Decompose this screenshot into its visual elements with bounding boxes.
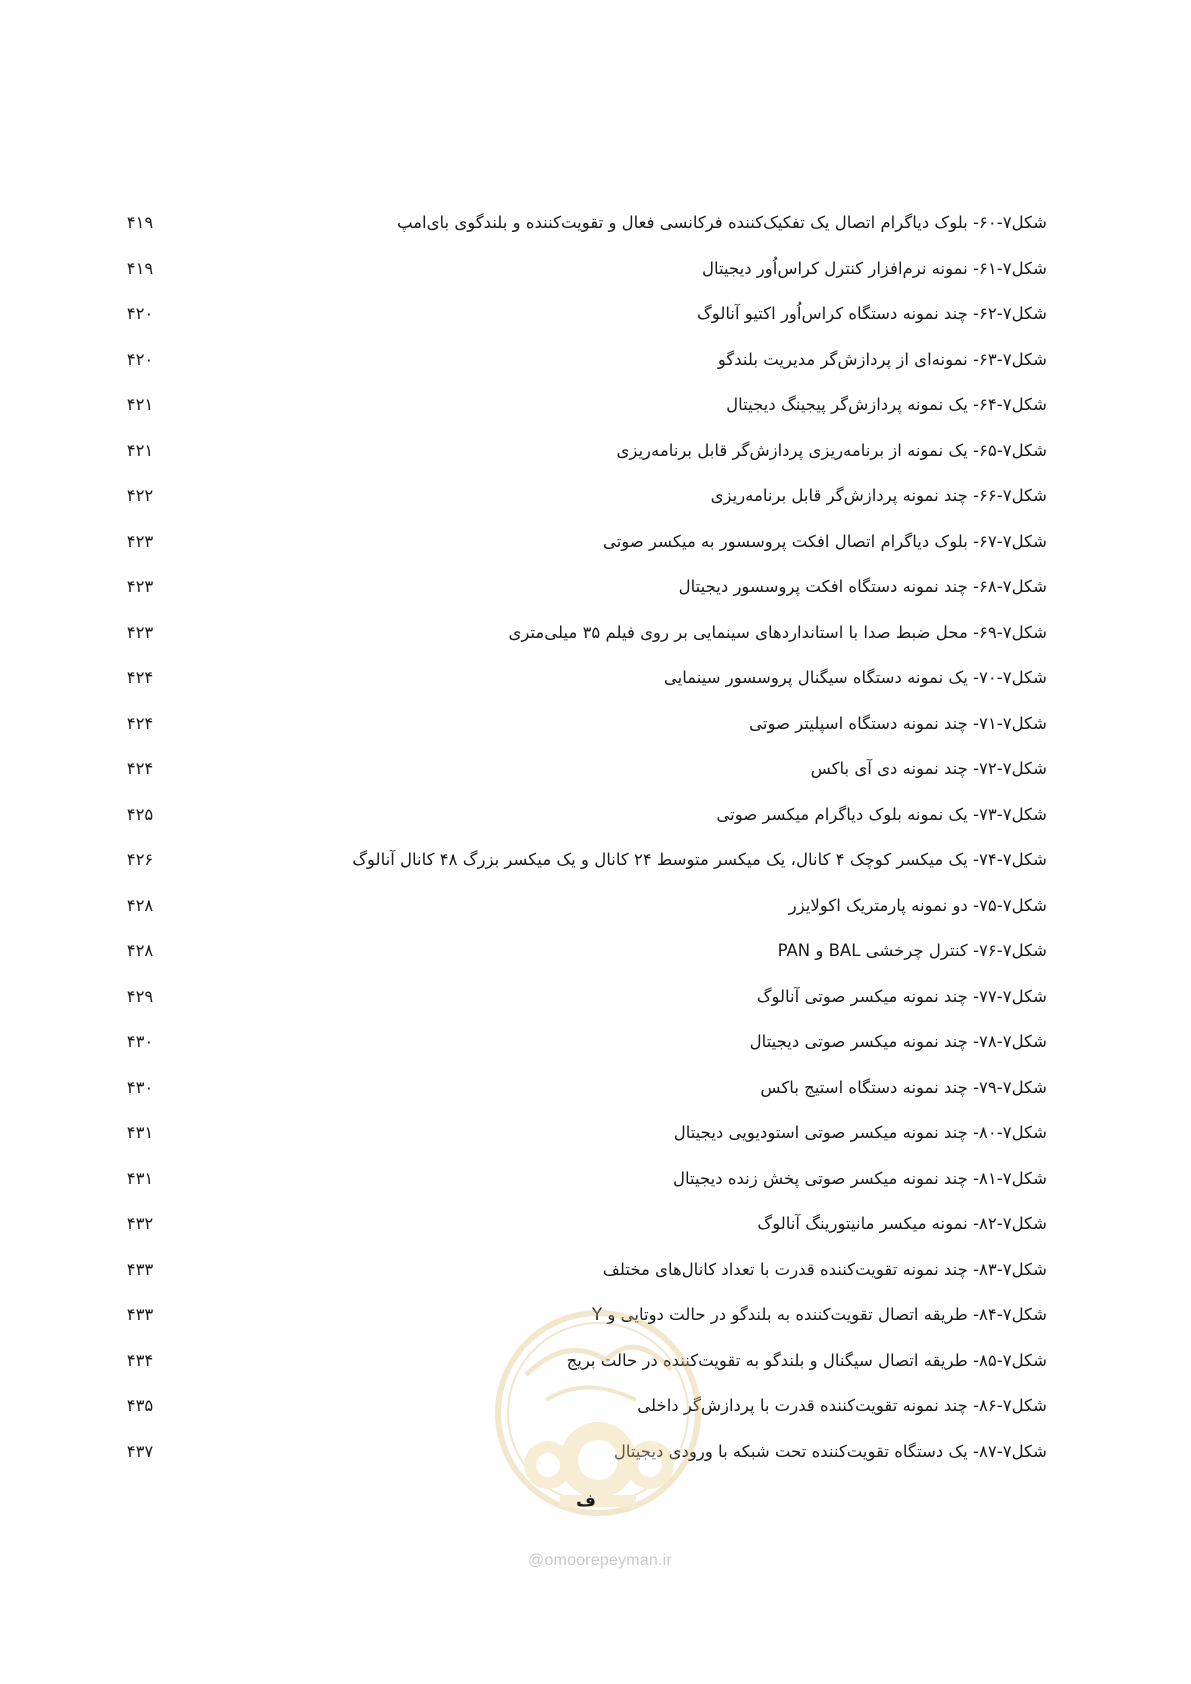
toc-entry-title: شکل۷-۶۰- بلوک دیاگرام اتصال یک تفکیک‌کننده فرکانسی فعال و تقویت‌کننده و بلندگوی بای‌امپ [396,213,1047,232]
toc-entry-title: شکل۷-۷۸- چند نمونه میکسر صوتی دیجیتال [749,1032,1047,1051]
toc-entry-title: شکل۷-۶۴- یک نمونه پردازش‌گر پیجینگ دیجیتال [726,395,1047,414]
toc-entry-title: شکل۷-۸۷- یک دستگاه تقویت‌کننده تحت شبکه با ورودی دیجیتال [613,1441,1047,1461]
toc-entry-title: شکل۷-۸۵- طریقه اتصال سیگنال و بلندگو به تقویت‌کننده در حالت بریج [566,1350,1047,1370]
toc-entry [0,1350,1191,1396]
toc-entry [0,1213,1191,1259]
toc-entry-page: ۴۲۸ [126,895,154,915]
toc-entry [0,758,1191,804]
toc-entry-page: ۴۳۰ [126,1032,154,1051]
toc-entry [0,1441,1191,1487]
toc-entry [0,303,1191,349]
toc-entry-title: شکل۷-۷۷- چند نمونه میکسر صوتی آنالوگ [756,986,1047,1006]
toc-entry-page: ۴۱۹ [126,213,154,232]
toc-entry-page: ۴۲۵ [126,804,154,824]
toc-entry-page: ۴۲۳ [126,577,154,596]
toc-entry-page: ۴۳۵ [126,1396,154,1415]
toc-entry-page: ۴۲۴ [126,668,154,687]
toc-entry-page: ۴۲۲ [126,486,154,505]
toc-entry-title: شکل۷-۸۰- چند نمونه میکسر صوتی استودیویی دیجیتال [673,1123,1047,1142]
toc-entry [0,667,1191,713]
toc-entry-title: شکل۷-۶۱- نمونه نرم‌افزار کنترل کراس‌اُور دیجیتال [701,258,1047,278]
toc-entry [0,349,1191,395]
toc-entry-title: شکل۷-۷۰- یک نمونه دستگاه سیگنال پروسسور سینمایی [663,668,1047,687]
toc-entry-title: شکل۷-۷۶- کنترل چرخشی BAL و PAN [777,941,1047,960]
toc-entry-page: ۴۱۹ [126,258,154,278]
toc-entry-title: شکل۷-۸۲- نمونه میکسر مانیتورینگ آنالوگ [757,1214,1047,1233]
toc-entry-page: ۴۳۰ [126,1077,154,1097]
toc-entry-page: ۴۳۳ [126,1305,154,1324]
toc-entry [0,485,1191,531]
watermark-text: @omoorepeyman.ir [528,1552,672,1569]
toc-entry [0,576,1191,622]
toc-entry [0,622,1191,668]
page-number: ف [576,1491,596,1511]
toc-entry-title: شکل۷-۸۱- چند نمونه میکسر صوتی پخش زنده دیجیتال [673,1168,1047,1188]
toc-entry-title: شکل۷-۷۲- چند نمونه دی آی باکس [810,759,1047,778]
toc-entry-page: ۴۲۱ [126,440,154,460]
toc-entry-title: شکل۷-۶۲- چند نمونه دستگاه کراس‌اُور اکتیو آنالوگ [697,304,1047,323]
toc-entry-page: ۴۲۳ [126,531,154,551]
toc-entry [0,804,1191,850]
toc-entry-page: ۴۲۱ [126,395,154,414]
figures-list [0,212,1191,1486]
toc-entry-page: ۴۳۲ [126,1214,154,1233]
toc-entry-title: شکل۷-۶۸- چند نمونه دستگاه افکت پروسسور دیجیتال [678,577,1047,596]
toc-entry-title: شکل۷-۸۳- چند نمونه تقویت‌کننده قدرت با تعداد کانال‌های مختلف [602,1259,1047,1279]
toc-entry-page: ۴۲۶ [126,850,154,869]
toc-entry-title: شکل۷-۶۳- نمونه‌ای از پردازش‌گر مدیریت بلندگو [717,349,1047,369]
toc-entry-page: ۴۳۴ [126,1350,154,1370]
toc-entry-title: شکل۷-۷۵- دو نمونه پارمتریک اکولایزر [788,895,1047,915]
toc-entry-page: ۴۳۳ [126,1259,154,1279]
toc-entry-title: شکل۷-۶۶- چند نمونه پردازش‌گر قابل برنامه‌ریزی [710,486,1047,505]
toc-entry [0,849,1191,895]
toc-entry [0,1168,1191,1214]
toc-entry [0,531,1191,577]
toc-entry [0,1122,1191,1168]
toc-entry [0,940,1191,986]
toc-entry-page: ۴۳۱ [126,1168,154,1188]
toc-entry-page: ۴۲۰ [126,304,154,323]
toc-entry [0,1077,1191,1123]
toc-entry [0,986,1191,1032]
toc-entry [0,1304,1191,1350]
toc-entry [0,212,1191,258]
toc-entry-title: شکل۷-۶۹- محل ضبط صدا با استانداردهای سینمایی بر روی فیلم ۳۵ میلی‌متری [508,622,1047,642]
toc-entry-title: شکل۷-۷۳- یک نمونه بلوک دیاگرام میکسر صوتی [716,804,1047,824]
toc-entry-page: ۴۲۸ [126,941,154,960]
toc-entry-title: شکل۷-۷۱- چند نمونه دستگاه اسپلیتر صوتی [749,713,1047,733]
toc-entry [0,895,1191,941]
toc-entry-page: ۴۳۱ [126,1123,154,1142]
toc-entry [0,258,1191,304]
toc-entry-page: ۴۲۰ [126,349,154,369]
toc-entry-page: ۴۲۳ [126,622,154,642]
toc-entry [0,440,1191,486]
toc-entry-title: شکل۷-۶۷- بلوک دیاگرام اتصال افکت پروسسور به میکسر صوتی [602,531,1047,551]
toc-entry-title: شکل۷-۶۵- یک نمونه از برنامه‌ریزی پردازش‌گر قابل برنامه‌ریزی [616,440,1047,460]
toc-entry-page: ۴۲۴ [126,759,154,778]
toc-entry-title: شکل۷-۷۹- چند نمونه دستگاه استیج باکس [760,1077,1047,1097]
toc-entry [0,1259,1191,1305]
toc-entry [0,394,1191,440]
toc-entry-title: شکل۷-۸۶- چند نمونه تقویت‌کننده قدرت با پردازش‌گر داخلی [637,1396,1047,1415]
toc-entry-title: شکل۷-۷۴- یک میکسر کوچک ۴ کانال، یک میکسر متوسط ۲۴ کانال و یک میکسر بزرگ ۴۸ کانال آنالوگ [352,850,1047,869]
toc-entry [0,1031,1191,1077]
toc-entry-page: ۴۲۴ [126,713,154,733]
toc-entry-page: ۴۳۷ [126,1441,154,1461]
toc-entry [0,713,1191,759]
toc-entry-title: شکل۷-۸۴- طریقه اتصال تقویت‌کننده به بلندگو در حالت دوتایی و Y [592,1305,1047,1324]
toc-entry-page: ۴۲۹ [126,986,154,1006]
toc-entry [0,1395,1191,1441]
